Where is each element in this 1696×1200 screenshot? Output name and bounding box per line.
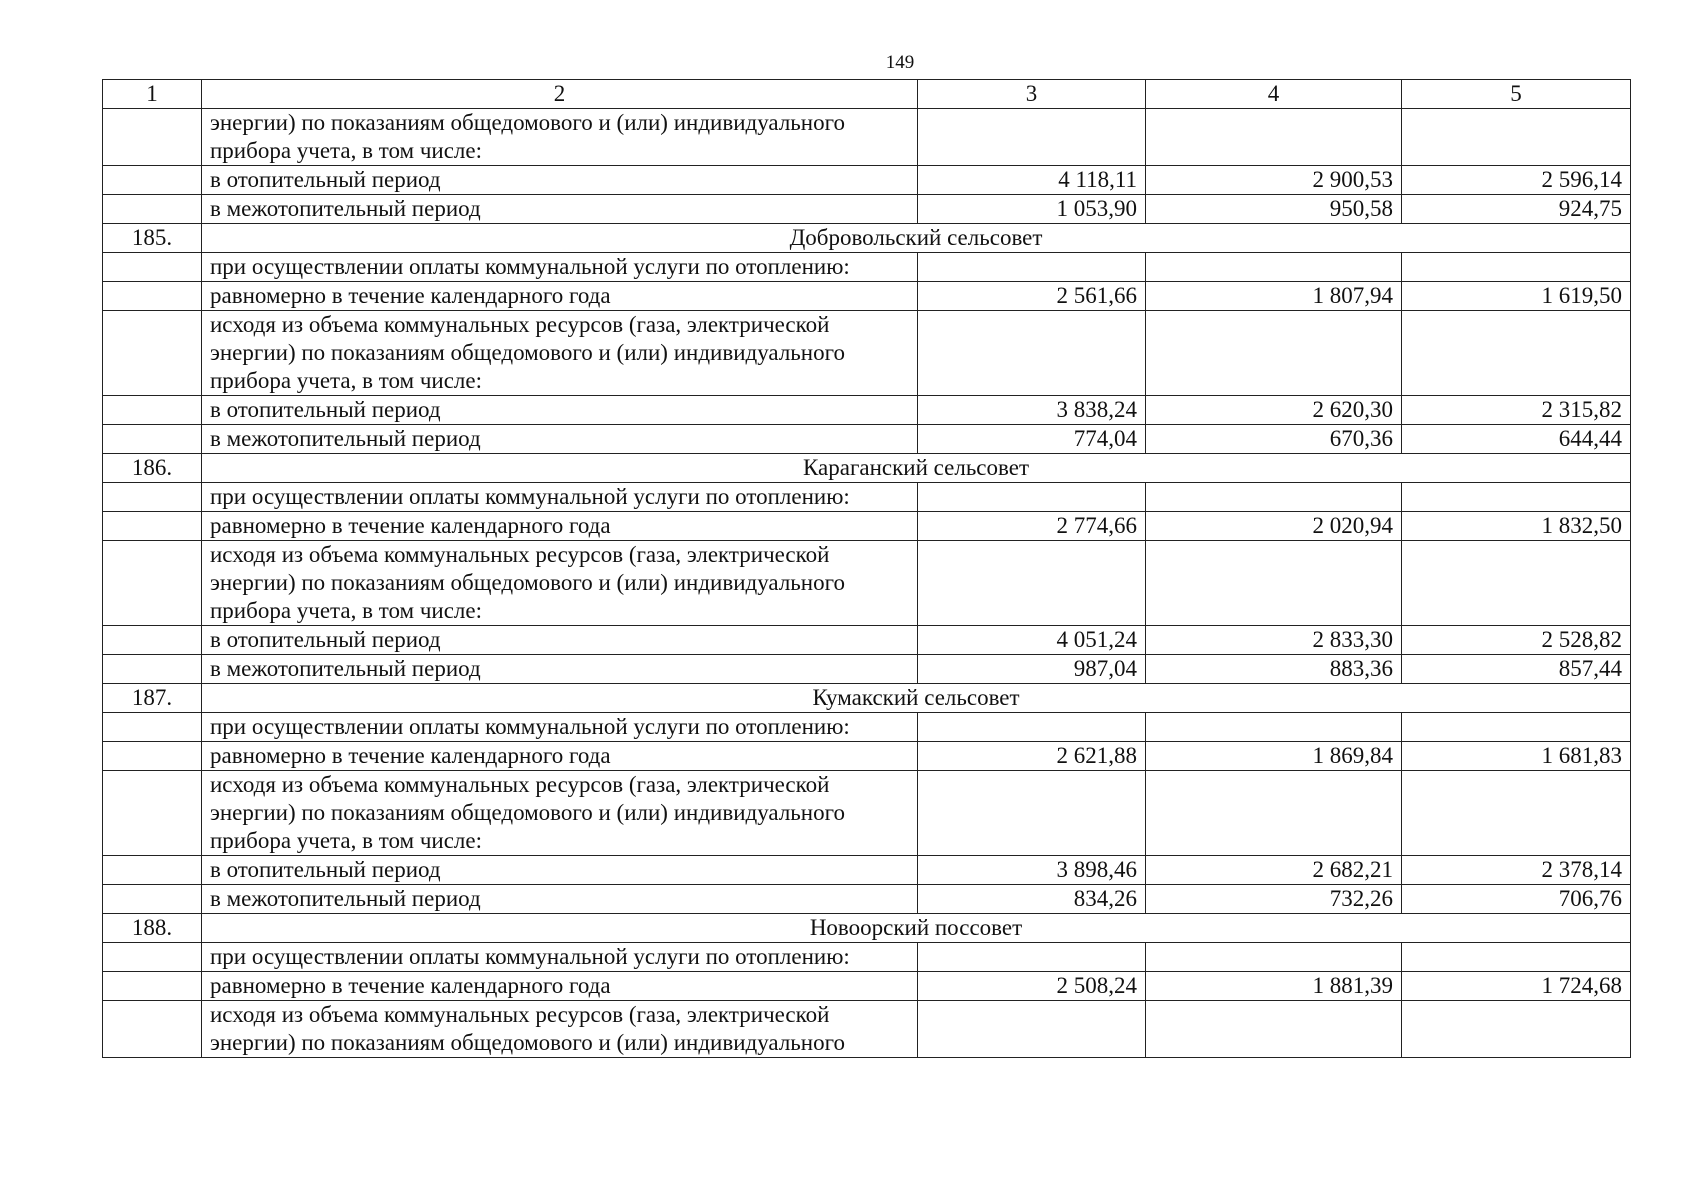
value-cell-c3: 4 051,24 — [918, 626, 1146, 655]
description-cell: при осуществлении оплаты коммунальной услуги по отоплению: — [202, 943, 918, 972]
table-body — [103, 80, 1631, 1058]
value-cell-c5 — [1402, 943, 1631, 972]
value-cell-c5 — [1402, 771, 1631, 856]
section-row — [103, 454, 1631, 483]
row-number-cell — [103, 713, 202, 742]
value-cell-c5 — [1402, 483, 1631, 512]
value-cell-c5: 924,75 — [1402, 195, 1631, 224]
description-cell: в межотопительный период — [202, 655, 918, 684]
value-cell-c4: 732,26 — [1146, 885, 1402, 914]
value-cell-c3: 2 561,66 — [918, 282, 1146, 311]
row-number-cell — [103, 253, 202, 282]
row-number-cell — [103, 282, 202, 311]
value-cell-c5 — [1402, 541, 1631, 626]
value-cell-c4: 1 881,39 — [1146, 972, 1402, 1001]
section-title: Добровольский сельсовет — [202, 224, 1631, 253]
value-cell-c3: 3 898,46 — [918, 856, 1146, 885]
row-number-cell — [103, 742, 202, 771]
value-cell-c3: 834,26 — [918, 885, 1146, 914]
description-cell: в межотопительный период — [202, 195, 918, 224]
description-cell: энергии) по показаниям общедомового и (или) индивидуального прибора учета, в том числе: — [202, 109, 918, 166]
value-cell-c3: 1 053,90 — [918, 195, 1146, 224]
value-cell-c3 — [918, 541, 1146, 626]
table-row — [103, 541, 1631, 626]
value-cell-c3: 3 838,24 — [918, 396, 1146, 425]
value-cell-c4: 2 620,30 — [1146, 396, 1402, 425]
table-row — [103, 972, 1631, 1001]
description-cell: исходя из объема коммунальных ресурсов (газа, электрической энергии) по показаниям общедомового и (или) индивидуального прибора учета, в том числе: — [202, 541, 918, 626]
column-header: 4 — [1146, 80, 1402, 109]
value-cell-c5: 2 528,82 — [1402, 626, 1631, 655]
value-cell-c4: 2 900,53 — [1146, 166, 1402, 195]
value-cell-c3 — [918, 311, 1146, 396]
value-cell-c5: 1 681,83 — [1402, 742, 1631, 771]
column-header: 5 — [1402, 80, 1631, 109]
tariff-table — [102, 79, 1631, 1058]
row-number-cell — [103, 655, 202, 684]
row-number-cell — [103, 541, 202, 626]
value-cell-c4: 1 807,94 — [1146, 282, 1402, 311]
row-number-cell — [103, 425, 202, 454]
value-cell-c4: 2 833,30 — [1146, 626, 1402, 655]
description-cell: равномерно в течение календарного года — [202, 972, 918, 1001]
value-cell-c3: 2 508,24 — [918, 972, 1146, 1001]
column-header: 2 — [202, 80, 918, 109]
value-cell-c5: 857,44 — [1402, 655, 1631, 684]
value-cell-c3 — [918, 253, 1146, 282]
column-number-header-row — [103, 80, 1631, 109]
row-number: 187. — [103, 684, 202, 713]
table-row — [103, 282, 1631, 311]
value-cell-c4 — [1146, 1001, 1402, 1058]
description-cell: в отопительный период — [202, 626, 918, 655]
section-title: Кумакский сельсовет — [202, 684, 1631, 713]
table-row — [103, 943, 1631, 972]
value-cell-c4: 2 682,21 — [1146, 856, 1402, 885]
page-number: 149 — [885, 52, 915, 73]
column-header: 3 — [918, 80, 1146, 109]
table-row — [103, 742, 1631, 771]
value-cell-c5: 2 378,14 — [1402, 856, 1631, 885]
description-cell: при осуществлении оплаты коммунальной услуги по отоплению: — [202, 253, 918, 282]
row-number: 185. — [103, 224, 202, 253]
row-number-cell — [103, 626, 202, 655]
table-row — [103, 1001, 1631, 1058]
value-cell-c4: 883,36 — [1146, 655, 1402, 684]
value-cell-c5 — [1402, 109, 1631, 166]
row-number-cell — [103, 311, 202, 396]
value-cell-c5: 1 619,50 — [1402, 282, 1631, 311]
table-row — [103, 885, 1631, 914]
value-cell-c3 — [918, 943, 1146, 972]
table-row — [103, 425, 1631, 454]
table-row — [103, 195, 1631, 224]
table-row — [103, 771, 1631, 856]
value-cell-c3 — [918, 483, 1146, 512]
description-cell: равномерно в течение календарного года — [202, 512, 918, 541]
value-cell-c3 — [918, 109, 1146, 166]
description-cell: равномерно в течение календарного года — [202, 282, 918, 311]
value-cell-c4: 670,36 — [1146, 425, 1402, 454]
value-cell-c3: 774,04 — [918, 425, 1146, 454]
value-cell-c5: 706,76 — [1402, 885, 1631, 914]
value-cell-c4 — [1146, 771, 1402, 856]
value-cell-c3 — [918, 713, 1146, 742]
value-cell-c4 — [1146, 311, 1402, 396]
value-cell-c4 — [1146, 109, 1402, 166]
table-row — [103, 713, 1631, 742]
row-number-cell — [103, 396, 202, 425]
table-row — [103, 396, 1631, 425]
row-number-cell — [103, 972, 202, 1001]
row-number-cell — [103, 512, 202, 541]
section-title: Караганский сельсовет — [202, 454, 1631, 483]
value-cell-c4 — [1146, 483, 1402, 512]
value-cell-c4: 2 020,94 — [1146, 512, 1402, 541]
section-row — [103, 684, 1631, 713]
value-cell-c5 — [1402, 713, 1631, 742]
table-row — [103, 626, 1631, 655]
value-cell-c4 — [1146, 253, 1402, 282]
description-cell: исходя из объема коммунальных ресурсов (газа, электрической энергии) по показаниям общедомового и (или) индивидуального — [202, 1001, 918, 1058]
description-cell: в отопительный период — [202, 396, 918, 425]
column-header: 1 — [103, 80, 202, 109]
table-row — [103, 483, 1631, 512]
value-cell-c3: 4 118,11 — [918, 166, 1146, 195]
row-number-cell — [103, 943, 202, 972]
value-cell-c3: 2 621,88 — [918, 742, 1146, 771]
value-cell-c4 — [1146, 541, 1402, 626]
value-cell-c3 — [918, 1001, 1146, 1058]
description-cell: в межотопительный период — [202, 885, 918, 914]
table-row — [103, 512, 1631, 541]
row-number-cell — [103, 1001, 202, 1058]
description-cell: в отопительный период — [202, 856, 918, 885]
row-number-cell — [103, 109, 202, 166]
row-number: 186. — [103, 454, 202, 483]
table-row — [103, 253, 1631, 282]
value-cell-c3: 987,04 — [918, 655, 1146, 684]
value-cell-c5: 1 724,68 — [1402, 972, 1631, 1001]
value-cell-c3: 2 774,66 — [918, 512, 1146, 541]
value-cell-c5 — [1402, 253, 1631, 282]
row-number-cell — [103, 771, 202, 856]
description-cell: в отопительный период — [202, 166, 918, 195]
value-cell-c4 — [1146, 943, 1402, 972]
description-cell: в межотопительный период — [202, 425, 918, 454]
row-number: 188. — [103, 914, 202, 943]
description-cell: исходя из объема коммунальных ресурсов (газа, электрической энергии) по показаниям общедомового и (или) индивидуального прибора учета, в том числе: — [202, 311, 918, 396]
table-row — [103, 311, 1631, 396]
table-row — [103, 166, 1631, 195]
row-number-cell — [103, 166, 202, 195]
table-row — [103, 856, 1631, 885]
row-number-cell — [103, 856, 202, 885]
section-title: Новоорский поссовет — [202, 914, 1631, 943]
row-number-cell — [103, 195, 202, 224]
value-cell-c4: 950,58 — [1146, 195, 1402, 224]
section-row — [103, 914, 1631, 943]
description-cell: при осуществлении оплаты коммунальной услуги по отоплению: — [202, 713, 918, 742]
table-row — [103, 109, 1631, 166]
value-cell-c5: 644,44 — [1402, 425, 1631, 454]
table-row — [103, 655, 1631, 684]
value-cell-c5 — [1402, 311, 1631, 396]
row-number-cell — [103, 885, 202, 914]
section-row — [103, 224, 1631, 253]
description-cell: исходя из объема коммунальных ресурсов (газа, электрической энергии) по показаниям общедомового и (или) индивидуального прибора учета, в том числе: — [202, 771, 918, 856]
value-cell-c5: 2 596,14 — [1402, 166, 1631, 195]
description-cell: равномерно в течение календарного года — [202, 742, 918, 771]
description-cell: при осуществлении оплаты коммунальной услуги по отоплению: — [202, 483, 918, 512]
value-cell-c4: 1 869,84 — [1146, 742, 1402, 771]
value-cell-c4 — [1146, 713, 1402, 742]
value-cell-c5: 2 315,82 — [1402, 396, 1631, 425]
value-cell-c3 — [918, 771, 1146, 856]
value-cell-c5 — [1402, 1001, 1631, 1058]
row-number-cell — [103, 483, 202, 512]
value-cell-c5: 1 832,50 — [1402, 512, 1631, 541]
